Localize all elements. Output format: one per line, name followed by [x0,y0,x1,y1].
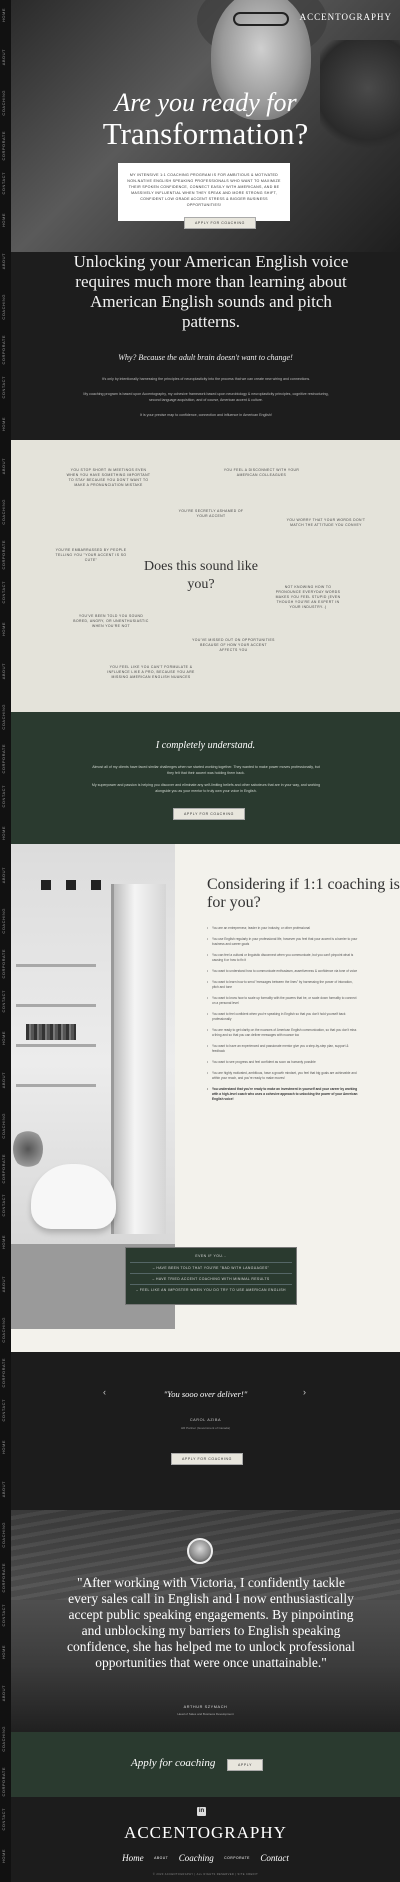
pain-point: YOU'VE BEEN TOLD YOU SOUND BORED, ANGRY, OR UNENTHUSIASTIC WHEN YOU'RE NOT [73,614,149,628]
linkedin-icon[interactable]: in [198,1808,205,1814]
avatar [187,1538,213,1564]
sidebar-item-about[interactable]: ABOUT [1,49,6,66]
footer-nav-coaching[interactable]: Coaching [178,1852,214,1863]
sidebar-item-contact[interactable]: CONTACT [1,1808,6,1831]
list-item: • You want to know how to scale up formality with the powers that be, or scale down formality to connect on a personal level [207,996,359,1006]
testimonial-slider [11,1352,400,1510]
list-item: • You are highly motivated, ambitious, have a growth mindset, you feel that big goals are achievable and within your reach, and you're ready to make moves! [207,1071,359,1081]
books [26,1024,76,1040]
armchair [31,1164,116,1229]
pain-point: YOU'RE SECRETLY ASHAMED OF YOUR ACCENT [178,509,244,518]
consider-list [207,926,359,1108]
site-logo[interactable]: ACCENTOGRAPHY [299,12,392,22]
ceiling-light [66,880,76,890]
vertical-sidebar-nav [0,0,11,1882]
sidebar-item-home[interactable]: HOME [1,8,6,22]
unlock-paragraph: It is your precise map to confidence, connection and influence in American English! [140,413,272,417]
testimonial-role: HR Partner (Government of Canada) [180,1426,231,1430]
sidebar-item-corporate[interactable]: CORPORATE [1,335,6,365]
sidebar-item-coaching[interactable]: COACHING [1,1522,6,1548]
footer-nav-corporate[interactable]: CORPORATE [224,1855,250,1860]
pain-point: YOU'RE EMBARRASSED BY PEOPLE TELLING YOU "YOUR ACCENT IS SO CUTE" [55,548,127,562]
hero-intro-box: MY INTENSIVE 1:1 COACHING PROGRAM IS FOR AMBITIOUS & MOTIVATED NON-NATIVE ENGLISH SPEAKING PROFESSIONALS WHO WANT TO MAXIMIZE THEIR SPOKEN CONFIDENCE, CONNECT EASILY WITH AMERICANS, AND BE MASSIVELY INFLUENTIAL WHEN THEY SPEAK AND MORE STRONG SHIFT, CONFIDENT LOW GRADE ACCENT STRESS & BIGGER BUSINESS OPPORTUNITIES! [118,163,290,221]
sidebar-item-contact[interactable]: CONTACT [1,581,6,604]
sidebar-item-contact[interactable]: CONTACT [1,1604,6,1627]
testimonial-quote: "You sooo over deliver!" [163,1389,248,1399]
page [11,0,400,1882]
even-if-text: FEEL LIKE AN IMPOSTER WHEN YOU DO TRY TO USE AMERICAN ENGLISH [139,1288,286,1292]
pain-point: YOU STOP SHORT IN MEETINGS EVEN WHEN YOU HAVE SOMETHING IMPORTANT TO STAY BECAUSE YOU DON'T WANT TO MAKE A PRONUNCIATION MISTAKE [66,468,151,487]
shelf [16,964,96,967]
featured-testimonial-author: ARTHUR SZYMACH [183,1705,228,1709]
sidebar-item-about[interactable]: ABOUT [1,1072,6,1089]
sidebar-item-corporate[interactable]: CORPORATE [1,1563,6,1593]
hero-photo-glasses [233,12,289,26]
pain-point: YOU WORRY THAT YOUR WORDS DON'T MATCH THE ATTITUDE YOU CONVEY [286,518,366,527]
footer [11,1797,400,1882]
sidebar-item-corporate[interactable]: CORPORATE [1,744,6,774]
shelf [16,1084,96,1087]
even-if-row: – HAVE BEEN TOLD THAT YOU'RE "BAD WITH LANGUAGES" [130,1262,292,1273]
sidebar-item-home[interactable]: HOME [1,1645,6,1659]
even-if-row: – HAVE TRIED ACCENT COACHING WITH MINIMAL RESULTS [130,1273,292,1284]
sidebar-item-home[interactable]: HOME [1,1235,6,1249]
sidebar-item-coaching[interactable]: COACHING [1,499,6,525]
list-item: • You understand that you're ready to make an investment in yourself and your career by working with a high-level coach who uses a cohesive approach to unlocking the power of your American English voice! [207,1087,359,1102]
even-if-text: HAVE TRIED ACCENT COACHING WITH MINIMAL RESULTS [156,1277,270,1281]
sidebar-item-corporate[interactable]: CORPORATE [1,131,6,161]
sidebar-item-about[interactable]: ABOUT [1,458,6,475]
understand-paragraph: Almost all of my clients have faced similar challenges when we started working together. They wanted to make power moves professionally, but they felt that their accent was holding them back. [92,765,320,775]
shelf [16,1044,96,1047]
sidebar-item-corporate[interactable]: CORPORATE [1,1767,6,1797]
chevron-right-icon[interactable]: › [303,1387,306,1397]
sidebar-item-contact[interactable]: CONTACT [1,1399,6,1422]
testimonial-author: CAROL AZIBA [189,1418,222,1422]
sidebar-item-about[interactable]: ABOUT [1,1481,6,1498]
hero-title-line1: Are you ready for [114,88,297,117]
sidebar-item-about[interactable]: ABOUT [1,867,6,884]
list-item: • You can feel a cultural or linguistic disconnect when you communicate, but you can't pinpoint what is causing it or how to fix it [207,953,359,963]
apply-section [11,1732,400,1797]
footer-nav-home[interactable]: Home [122,1852,144,1863]
sidebar-item-home[interactable]: HOME [1,417,6,431]
sidebar-item-coaching[interactable]: COACHING [1,1726,6,1752]
sidebar-item-home[interactable]: HOME [1,1031,6,1045]
list-item: • You are an entrepreneur, leader in your industry, or other professional [207,926,359,931]
sidebar-item-home[interactable]: HOME [1,1440,6,1454]
hero-section [11,0,400,252]
why-subheading: Why? Because the adult brain doesn't want to change! [118,353,293,362]
pain-point: YOU FEEL LIKE YOU CAN'T FORMULATE & INFLUENCE LIKE A PRO, BECAUSE YOU ARE MISSING AMERICAN ENGLISH NUANCES [107,665,195,679]
even-if-row: – FEEL LIKE AN IMPOSTER WHEN YOU DO TRY TO USE AMERICAN ENGLISH [130,1284,292,1295]
featured-testimonial-section [11,1510,400,1732]
sidebar-item-contact[interactable]: CONTACT [1,785,6,808]
list-item: • You want to have an experienced and passionate mentor give you a step-by-step plan, support & feedback [207,1044,359,1054]
pain-point: NOT KNOWING HOW TO PRONOUNCE EVERYDAY WORDS MAKES YOU FEEL STUPID (EVEN THOUGH YOU'RE AN EXPERT IN YOUR INDUSTRY..) [275,585,341,609]
featured-testimonial-quote: "After working with Victoria, I confidently tackle every sales call in English and I now enthusiastically accept public speaking engagements. By pinpointing and unblocking my barriers to English speaking confidence, she has helped me to unlock professional opportunities that were once unattainable." [67,1575,355,1670]
unlock-heading: Unlocking your American English voice requires much more than learning about American English sounds and pitch patterns. [73,252,349,331]
shelf [16,1004,96,1007]
footer-nav-contact[interactable]: Contact [260,1852,289,1863]
list-item: • You want to understand how to communicate enthusiasm, assertiveness & confidence via tone of voice [207,969,359,974]
apply-for-coaching-button[interactable]: APPLY FOR COACHING [184,217,256,229]
hero-title-line2: Transformation? [102,116,309,151]
pain-point: YOU FEEL A DISCONNECT WITH YOUR AMERICAN COLLEAGUES [223,468,300,477]
sidebar-item-corporate[interactable]: CORPORATE [1,1154,6,1184]
list-item: • You want to see progress and feel confident as soon as humanly possible [207,1060,359,1065]
footer-nav-about[interactable]: ABOUT [154,1855,169,1860]
sidebar-item-corporate[interactable]: CORPORATE [1,1358,6,1388]
list-item: • You want to learn how to send "messages between the lines" by harnessing the power of intonation, pitch and tone [207,980,359,990]
sidebar-item-coaching[interactable]: COACHING [1,294,6,320]
apply-for-coaching-button[interactable]: APPLY FOR COACHING [173,808,245,820]
sidebar-item-about[interactable]: ABOUT [1,663,6,680]
sidebar-item-about[interactable]: ABOUT [1,253,6,270]
sidebar-item-coaching[interactable]: COACHING [1,704,6,730]
sidebar-item-home[interactable]: HOME [1,213,6,227]
footer-logo[interactable]: ACCENTOGRAPHY [124,1823,287,1842]
sidebar-item-coaching[interactable]: COACHING [1,1113,6,1139]
even-if-box [125,1247,297,1305]
understand-heading: I completely understand. [155,740,256,751]
sidebar-item-home[interactable]: HOME [1,826,6,840]
sidebar-item-coaching[interactable]: COACHING [1,90,6,116]
ceiling-light [91,880,101,890]
even-if-text: HAVE BEEN TOLD THAT YOU'RE "BAD WITH LANGUAGES" [156,1266,270,1270]
pain-point: YOU'VE MISSED OUT ON OPPORTUNITIES BECAUSE OF HOW YOUR ACCENT AFFECTS YOU [192,638,275,652]
apply-heading: Apply for coaching [131,1757,216,1769]
sidebar-item-home[interactable]: HOME [1,622,6,636]
sidebar-item-contact[interactable]: CONTACT [1,990,6,1013]
list-item: • You want to feel confident when you're speaking in English so that you don't hold yourself back professionally [207,1012,359,1022]
chevron-left-icon[interactable]: ‹ [103,1387,106,1397]
sidebar-item-contact[interactable]: CONTACT [1,172,6,195]
sidebar-item-corporate[interactable]: CORPORATE [1,540,6,570]
ceiling-light [41,880,51,890]
apply-for-coaching-button[interactable]: APPLY FOR COACHING [171,1453,243,1465]
sidebar-item-coaching[interactable]: COACHING [1,1317,6,1343]
featured-testimonial-role: Head of Sales and Business Development [177,1712,234,1716]
considering-coaching-section [11,844,400,1352]
list-item: • You use English regularly in your professional life, however you feel that your accent is a barrier to your business and career goals [207,937,359,947]
plant [13,1129,43,1169]
sidebar-item-coaching[interactable]: COACHING [1,908,6,934]
unlock-paragraph: It's only by intentionally harnessing the principles of neuroplasticity into the process that we can create new wiring and connections. [101,377,311,381]
apply-button[interactable]: APPLY [227,1759,263,1771]
understand-paragraph: My superpower and passion is helping you discover and eliminate any self-limiting beliefs and other saboteurs that are in your way, and working alongside you as your mentor to truly own your voice in English. [91,783,321,793]
sound-heading: Does this sound like you? [144,559,258,592]
even-if-heading: EVEN IF YOU... [195,1254,227,1258]
list-item: • You are ready to get clarity on the nuances of American English communication, so that you don't miss a thing and so that you can deliver messages with nuance too [207,1028,359,1038]
does-this-sound-like-you-section [11,440,400,712]
copyright: © 2023 ACCENTOGRAPHY | ALL RIGHTS RESERVED | SITE CREDIT [152,1873,259,1876]
sidebar-item-about[interactable]: ABOUT [1,1685,6,1702]
window [111,884,166,1234]
sidebar-item-about[interactable]: ABOUT [1,1276,6,1293]
consider-heading: Considering if 1:1 coaching is for you? [207,876,400,911]
unlock-section [11,252,400,440]
unlock-paragraph: My coaching program is based upon Accentography, my cohesive framework based upon neurobiology & neuroplasticity principles, cognitive restructuring, second language acquisition, and of course, American accent & culture. [83,392,329,402]
sidebar-item-home[interactable]: HOME [1,1849,6,1863]
sidebar-item-corporate[interactable]: CORPORATE [1,949,6,979]
understand-section [11,712,400,844]
sidebar-item-contact[interactable]: CONTACT [1,376,6,399]
sidebar-item-contact[interactable]: CONTACT [1,1194,6,1217]
footer-nav [11,1849,400,1867]
